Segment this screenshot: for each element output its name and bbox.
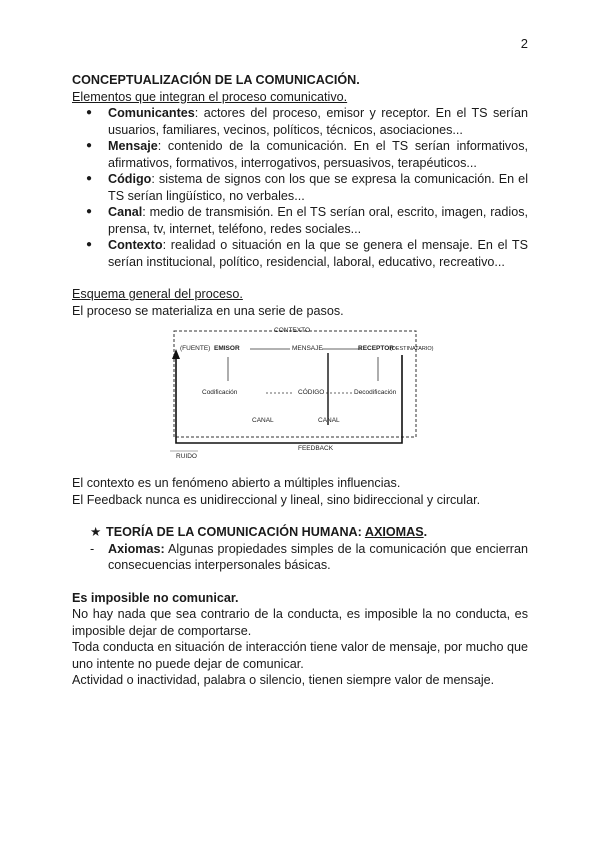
section-title: Es imposible no comunicar. xyxy=(72,590,239,605)
document-body xyxy=(72,72,528,689)
axiom-item: - Axiomas: Algunas propiedades simples de la comunicación que encierran consecuencias interpersonales básicas. xyxy=(90,541,528,572)
elements-list xyxy=(72,105,528,270)
diagram-codificacion: Codificación xyxy=(202,389,238,396)
feedback-text: El Feedback nunca es unidireccional y lineal, sino bidireccional y circular. xyxy=(72,492,481,507)
star-icon: ★ xyxy=(90,525,102,539)
term: Comunicantes xyxy=(108,106,195,120)
term: Código xyxy=(108,172,152,186)
diagram-destinatario: (DESTINATARIO) xyxy=(390,346,434,352)
paragraph: No hay nada que sea contrario de la conducta, es imposible la no conducta, es imposible dejar de comportarse. xyxy=(72,607,528,638)
diagram-canal-right: CANAL xyxy=(318,417,340,424)
context-text: El contexto es un fenómeno abierto a múltiples influencias. xyxy=(72,476,401,490)
dash-bullet: - xyxy=(90,541,95,556)
list-item: ● Canal: medio de transmisión. En el TS serían oral, escrito, imagen, radios, prensa, tv, internet, teléfono, redes sociales... xyxy=(108,204,528,237)
diagram-decodificacion: Decodificación xyxy=(354,389,397,396)
diagram-codigo: CÓDIGO xyxy=(298,389,325,396)
theory-heading: ★ TEORÍA DE LA COMUNICACIÓN HUMANA: AXIOMAS. xyxy=(90,525,428,539)
paragraph: Toda conducta en situación de interacción tiene valor de mensaje, por mucho que uno intente no puede dejar de comunicar. xyxy=(72,640,528,671)
document-title: CONCEPTUALIZACIÓN DE LA COMUNICACIÓN. xyxy=(72,73,360,87)
list-item: ● Contexto: realidad o situación en la que se genera el mensaje. En el TS serían institucional, político, residencial, laboral, educativo, recreativo... xyxy=(108,237,528,270)
communication-diagram xyxy=(168,327,434,463)
paragraph: Actividad o inactividad, palabra o silencio, tienen siempre valor de mensaje. xyxy=(72,673,495,687)
term: Contexto xyxy=(108,238,163,252)
diagram-emisor: EMISOR xyxy=(214,345,240,352)
axiomas-link: AXIOMAS xyxy=(364,525,424,539)
scheme-intro: El proceso se materializa en una serie de pasos. xyxy=(72,303,344,318)
axiom-term: Axiomas: xyxy=(108,541,165,556)
list-item: ● Código: sistema de signos con los que se expresa la comunicación. En el TS serían lingüístico, no verbales... xyxy=(108,171,528,204)
term: Mensaje xyxy=(108,139,158,153)
diagram-receptor: RECEPTOR xyxy=(358,345,394,352)
term: Canal xyxy=(108,205,143,219)
diagram-feedback: FEEDBACK xyxy=(298,445,334,452)
list-item: ● Comunicantes: actores del proceso, emisor y receptor. En el TS serían usuarios, familiares, vecinos, políticos, técnicos, asociaciones... xyxy=(108,105,528,138)
diagram-fuente: (FUENTE) xyxy=(180,345,211,352)
scheme-heading: Esquema general del proceso. xyxy=(72,287,243,301)
list-item: ● Mensaje: contenido de la comunicación. En el TS serían informativos, afirmativos, formativos, interrogativos, persuasivos, terapéuticos... xyxy=(108,138,528,171)
diagram-canal-left: CANAL xyxy=(252,417,274,424)
diagram-ruido: RUIDO xyxy=(176,453,197,460)
elements-heading: Elementos que integran el proceso comunicativo. xyxy=(72,89,348,104)
diagram-mensaje: MENSAJE xyxy=(292,345,323,352)
page-number: 2 xyxy=(520,36,528,51)
diagram-contexto: CONTEXTO xyxy=(274,327,310,334)
